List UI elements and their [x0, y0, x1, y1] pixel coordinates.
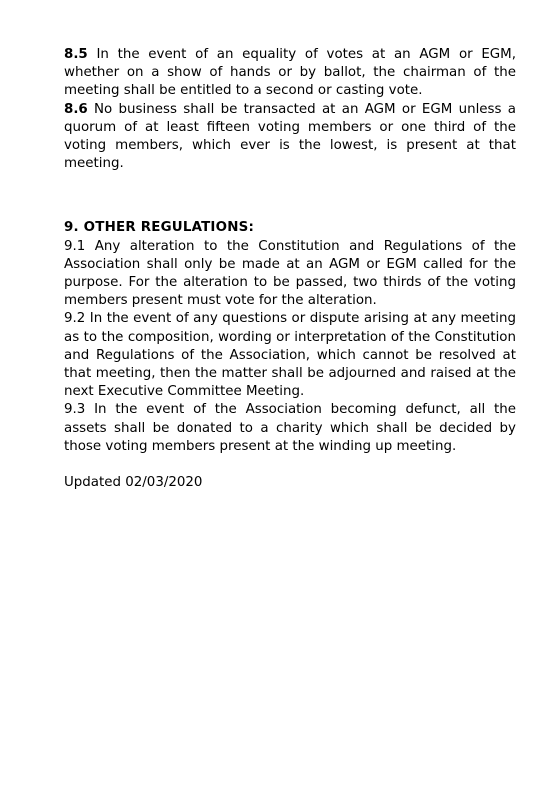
clause-8-5 — [64, 46, 516, 101]
clause-8-6-text: No business shall be transacted at an AGM or EGM unless a quorum of at least fifteen voting members or one third of the voting members, which ever is the lowest, is present at that meeting. — [64, 101, 516, 172]
clause-9-2: 9.2 In the event of any questions or dispute arising at any meeting as to the composition, wording or interpretation of the Constitution and Regulations of the Association, which cannot be resolved at that meeting, then the matter shall be adjourned and raised at the next Executive Committee Meeting. — [64, 311, 516, 400]
clause-8-5-number: 8.5 — [64, 47, 88, 62]
clause-8-5-text: In the event of an equality of votes at an AGM or EGM, whether on a show of hands or by ballot, the chairman of the meeting shall be entitled to a second or casting vote. — [64, 47, 516, 99]
section-9-heading: 9. OTHER REGULATIONS: — [64, 220, 254, 236]
section-spacer — [64, 173, 516, 219]
clause-8-6 — [64, 101, 516, 174]
footer-spacer — [64, 456, 516, 474]
clause-8-6-number: 8.6 — [64, 101, 88, 117]
document-body — [64, 46, 516, 492]
clause-9-1: 9.1 Any alteration to the Constitution and Regulations of the Association shall only be made at an AGM or EGM called for the purpose. For the alteration to be passed, two thirds of the voting members present must vote for the alteration. — [64, 238, 516, 309]
clause-9-3: 9.3 In the event of the Association becoming defunct, all the assets shall be donated to a charity which shall be decided by those voting members present at the winding up meeting. — [64, 402, 516, 454]
updated-date: Updated 02/03/2020 — [64, 475, 203, 491]
